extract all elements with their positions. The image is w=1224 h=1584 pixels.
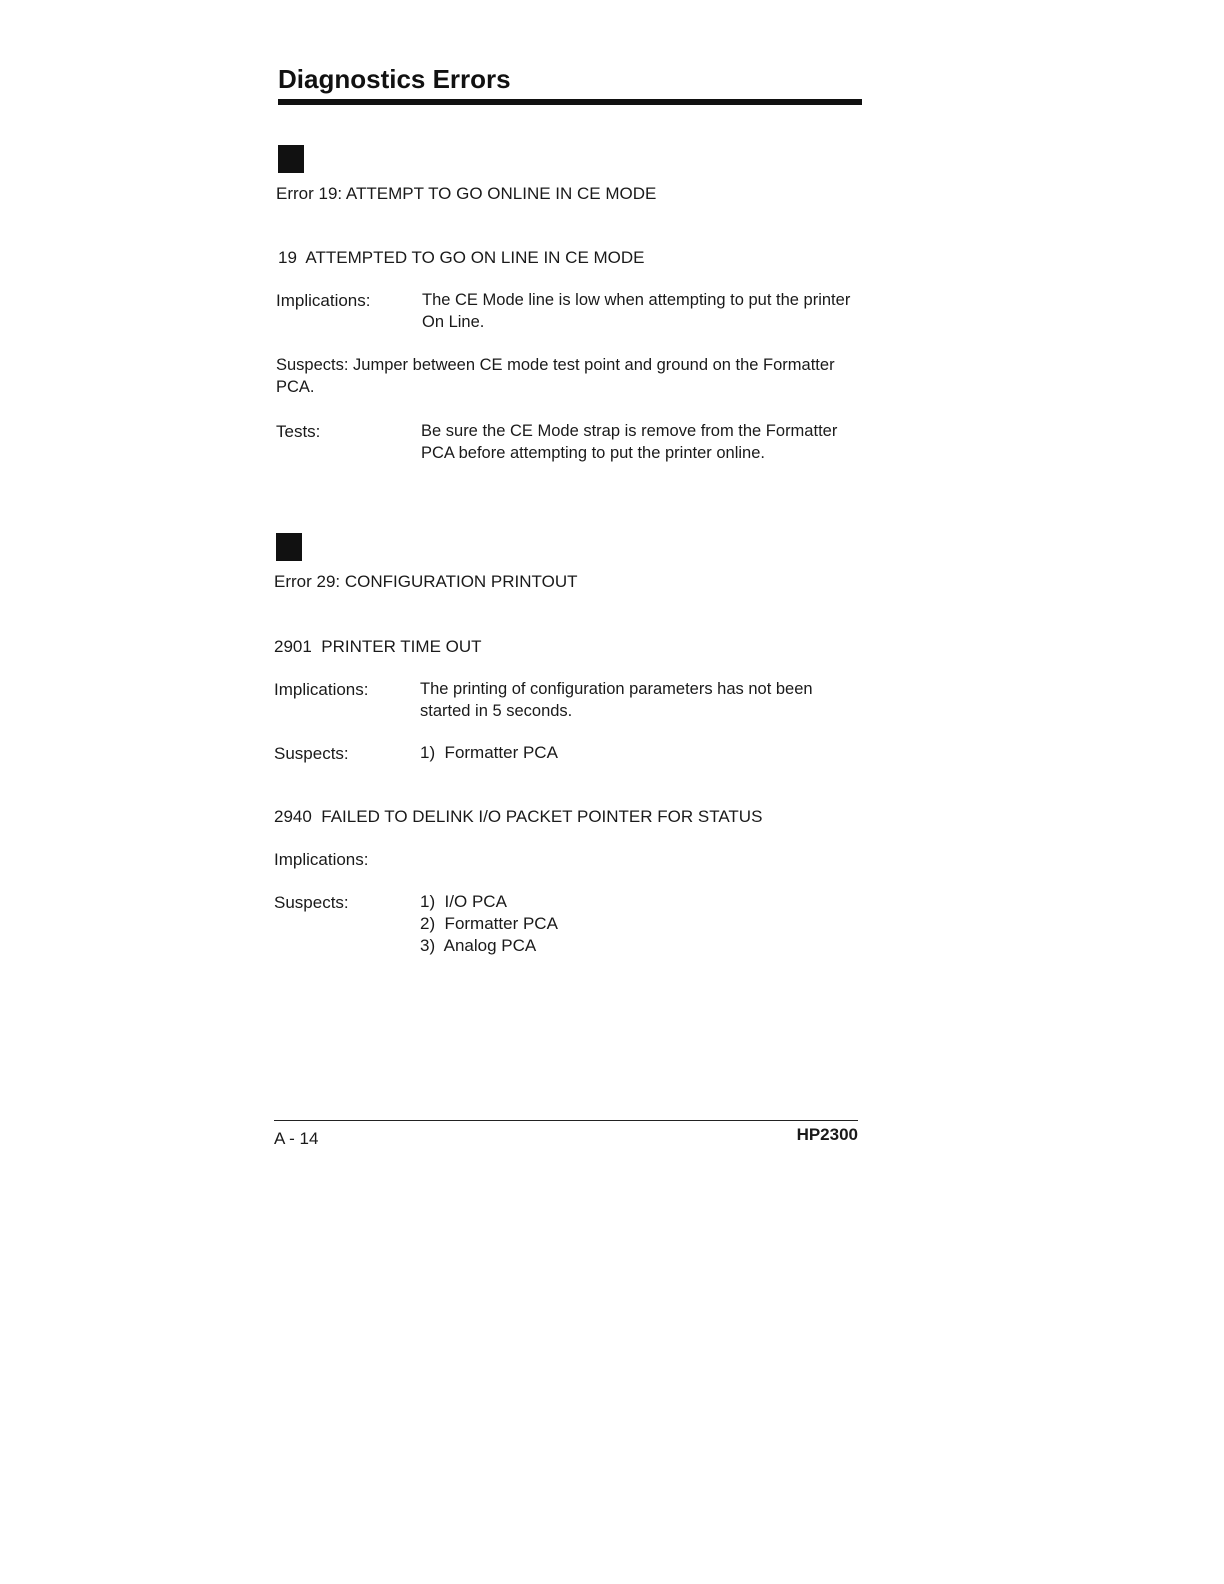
error-19-suspects-text: Suspects: Jumper between CE mode test point and ground on the Formatter PCA. [276, 356, 835, 396]
error-19-code-line: 19 ATTEMPTED TO GO ON LINE IN CE MODE [278, 248, 645, 267]
error-19-tests-label: Tests: [276, 422, 321, 441]
error-2901-implications-label: Implications: [274, 680, 369, 699]
error-2940-implications-label: Implications: [274, 850, 369, 869]
error-19-implications-label: Implications: [276, 291, 371, 310]
error-2901-suspect-item: 1) Formatter PCA [420, 743, 558, 762]
product-name: HP2300 [796, 1125, 858, 1144]
error-2940-suspect-item: 2) Formatter PCA [420, 914, 558, 933]
title-rule [278, 99, 862, 105]
error-2901-implications-text: The printing of configuration parameters has not been started in 5 seconds. [420, 680, 813, 720]
error-2901-suspects-label: Suspects: [274, 744, 349, 763]
error-2901-code-line: 2901 PRINTER TIME OUT [274, 637, 482, 656]
error-2940-suspects-label: Suspects: [274, 893, 349, 912]
page-title: Diagnostics Errors [278, 64, 511, 94]
error-19-implications-text: The CE Mode line is low when attempting to put the printer On Line. [422, 291, 851, 331]
error-19-heading: Error 19: ATTEMPT TO GO ONLINE IN CE MODE [276, 184, 657, 203]
section-marker-error-19 [278, 145, 304, 173]
section-marker-error-29 [276, 533, 302, 561]
error-2940-code-line: 2940 FAILED TO DELINK I/O PACKET POINTER FOR STATUS [274, 807, 763, 826]
page-number: A - 14 [274, 1129, 319, 1148]
error-2940-suspect-item: 3) Analog PCA [420, 936, 537, 955]
error-19-tests-text: Be sure the CE Mode strap is remove from the Formatter PCA before attempting to put the printer online. [421, 422, 838, 462]
footer-rule [274, 1120, 858, 1121]
error-2940-suspect-item: 1) I/O PCA [420, 892, 507, 911]
error-29-heading: Error 29: CONFIGURATION PRINTOUT [274, 572, 578, 591]
